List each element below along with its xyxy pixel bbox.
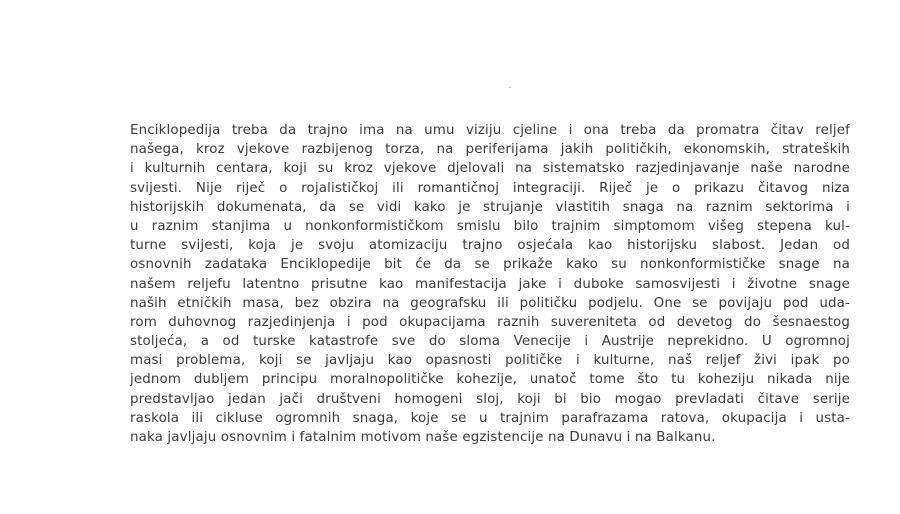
scan-speck: [509, 87, 511, 88]
paragraph-line: masi problema, koji se javljaju kao opasnosti političke i kulturne, naš reljef živi ipak po: [130, 353, 850, 369]
paragraph-line: našem reljefu latentno prisutne kao manifestacija jake i duboke samosvijesti i životne snage: [130, 276, 850, 292]
paragraph-line: jednom dubljem principu moralnopolitičke kohezije, unatoč tome što tu koheziju nikada nije: [130, 372, 850, 388]
paragraph-line: u raznim stanjima u nonkonformističkom smislu bilo trajnim simptomom višeg stepena kul-: [130, 218, 850, 234]
paragraph-line: stoljeća, a od turske katastrofe sve do sloma Venecije i Austrije neprekidno. U ogromnoj: [130, 334, 850, 350]
paragraph-line: predstavljao jedan jači društveni homogeni sloj, koji bi bio mogao prevladati čitave serije: [130, 391, 850, 407]
paragraph-line: naka javljaju osnovnim i fatalnim motivom naše egzistencije na Dunavu i na Balkanu.: [130, 430, 716, 445]
paragraph-line: raskola ili cikluse ogromnih snaga, koje se u trajnim parafrazama ratova, okupacija i usta-: [130, 410, 850, 426]
paragraph-line: Enciklopedija treba da trajno ima na umu viziju cjeline i ona treba da promatra čitav reljef: [130, 123, 850, 138]
paragraph-line: rom duhovnog razjedinjenja i pod okupacijama raznih suvereniteta od devetog do šesnaestog: [130, 314, 850, 330]
paragraph-line: našega, kroz vjekove razbijenog torza, na periferijama jakih političkih, ekonomskih, strateških: [130, 142, 850, 158]
paragraph-line: i kulturnih centara, koji su kroz vjekove djelovali na sistematsko razjedinjavanje naše narodne: [130, 161, 850, 177]
paragraph-line: osnovnih zadataka Enciklopedije bit će da se prikaže kako su nonkonformističke snage na: [130, 257, 850, 273]
paragraph-line: svijesti. Nije riječ o rojalističkoj ili romantičnoj integraciji. Riječ je o prikazu čitavog niza: [130, 180, 850, 196]
paragraph-line: turne svijesti, koja je svoju atomizaciju trajno osjećala kao historijsku slabost. Jedan od: [130, 238, 850, 254]
body-paragraph: [130, 121, 850, 447]
paragraph-line: historijskih dokumenata, da se vidi kako je strujanje vlastitih snaga na raznim sektorima i: [130, 199, 850, 215]
paragraph-line: naših etničkih masa, bez obzira na geografsku ili političku podjelu. One se povijaju pod uda-: [130, 295, 850, 311]
